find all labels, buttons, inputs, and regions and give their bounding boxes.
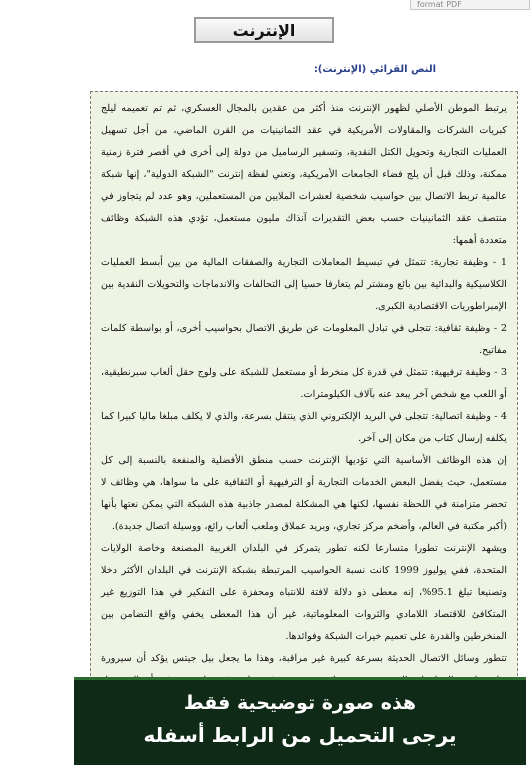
- article-paragraph-communication: 4 - وظيفة اتصالية: تتجلى في البريد الإلكتروني الذي ينتقل بسرعة، والذي لا يكلف مبلغا ماليا كبيرا كما يكلفه إرسال كتاب من مكان إلى آخر.: [101, 411, 507, 444]
- section-label: النص القرائي (الإنترنت):: [313, 64, 436, 75]
- article-paragraph-future: تتطور وسائل الاتصال الحديثة بسرعة كبيرة غير مراقبة، وهذا ما يجعل بيل جيتس يؤكد أن سيرورة: [101, 653, 507, 664]
- banner-line-1: هذه صورة توضيحية فقط: [183, 692, 417, 714]
- article-box: [90, 91, 518, 681]
- article-paragraph-functions: إن هذه الوظائف الأساسية التي تؤديها الإنترنت حسب منطق الأفضلية والمنفعة بالنسبة إلى كل مستعمل، حيث يفضل البعض الخدمات التجارية أو الترفيهية أو الثقافية على ما سواها، هي وظائف لا تحضر متزامنة في اللحظة نفسها، لكنها هي المشكلة لمصدر جاذبية هذه الشبكة التي يمكن نعتها بأنها (أكبر مكتبة في العالم، وأضخم مركز تجاري، وبريد عملاق وملعب ألعاب رائع، ووسيلة اتصال جديدة).: [101, 455, 507, 532]
- article-paragraph-commercial: 1 - وظيفة تجارية: تتمثل في تبسيط المعاملات التجارية والصفقات المالية من بين أبسط العمليات الكلاسيكية والبدائية بين بائع ومشتر لم يتعارفا حسيا إلى التحالفات والاندماجات والتحويلات النقدية بين الإمبراطوريات الاقتصادية الكبرى.: [101, 257, 507, 312]
- article-paragraph-intro: يرتبط الموطن الأصلي لظهور الإنترنت منذ أكثر من عقدين بالمجال العسكري، ثم تم تعميمه ليلج كبريات الشركات والمقاولات الأمريكية في عقد الثمانينيات من القرن الماضي، من أجل تسهيل العمليات التجارية وتحويل الكتل النقدية، وتسفير الرساميل من دولة إلى أخرى في أقصر فترة زمنية ممكنة، وذلك قبل أن يلج فضاء الجامعات الأمريكية، وتعني لفظة إنترنت "الشبكة الدولية"، إنها شبكة عالمية تربط الاتصال بين حواسيب شخصية لعشرات الملايين من المستعملين، وهو عدد لم يتجاوز في منتصف عقد الثمانينيات حسب بعض التقديرات آنذاك مليون مستعمل، تؤدي هذه الشبكة وظائف متعددة أهمها:: [101, 103, 507, 246]
- download-banner: [74, 677, 526, 765]
- article-paragraph-cultural: 2 - وظيفة ثقافية: تتجلى في تبادل المعلومات عن طريق الاتصال بحواسيب أخرى، أو بواسطة كلمات مفاتيح.: [101, 323, 507, 356]
- page-title: الإنترنت: [194, 17, 334, 43]
- article-paragraph-entertainment: 3 - وظيفة ترفيهية: تتمثل في قدرة كل منخرط أو مستعمل للشبكة على ولوج حقل ألعاب سبرنطيقية، أو اللعب مع شخص آخر يبعد عنه بآلاف الكيلومترات.: [101, 367, 507, 400]
- article-paragraph-development: ويشهد الإنترنت تطورا متسارعا لكنه تطور يتمركز في البلدان الغربية المصنعة وخاصة الولايات المتحدة، ففي يوليوز 1999 كانت نسبة الحواسيب المرتبطة بشبكة الإنترنت في البلدان الأكثر دخلا وتصنيعا تبلغ 95.1%، إنه معطى ذو دلالة لافتة للانتباه ومحفزة على التفكير في هذا التوزيع غير المتكافئ للاقتصاد اللامادي والثروات المعلوماتية، غير أن هذا المعطى يخفي واقع التضامن بين المنخرطين والقدرة على تعميم خيرات الشبكة وفوائدها.: [101, 543, 508, 642]
- format-tab[interactable]: format PDF: [410, 0, 530, 10]
- banner-line-2: يرجى التحميل من الرابط أسفله: [143, 723, 457, 747]
